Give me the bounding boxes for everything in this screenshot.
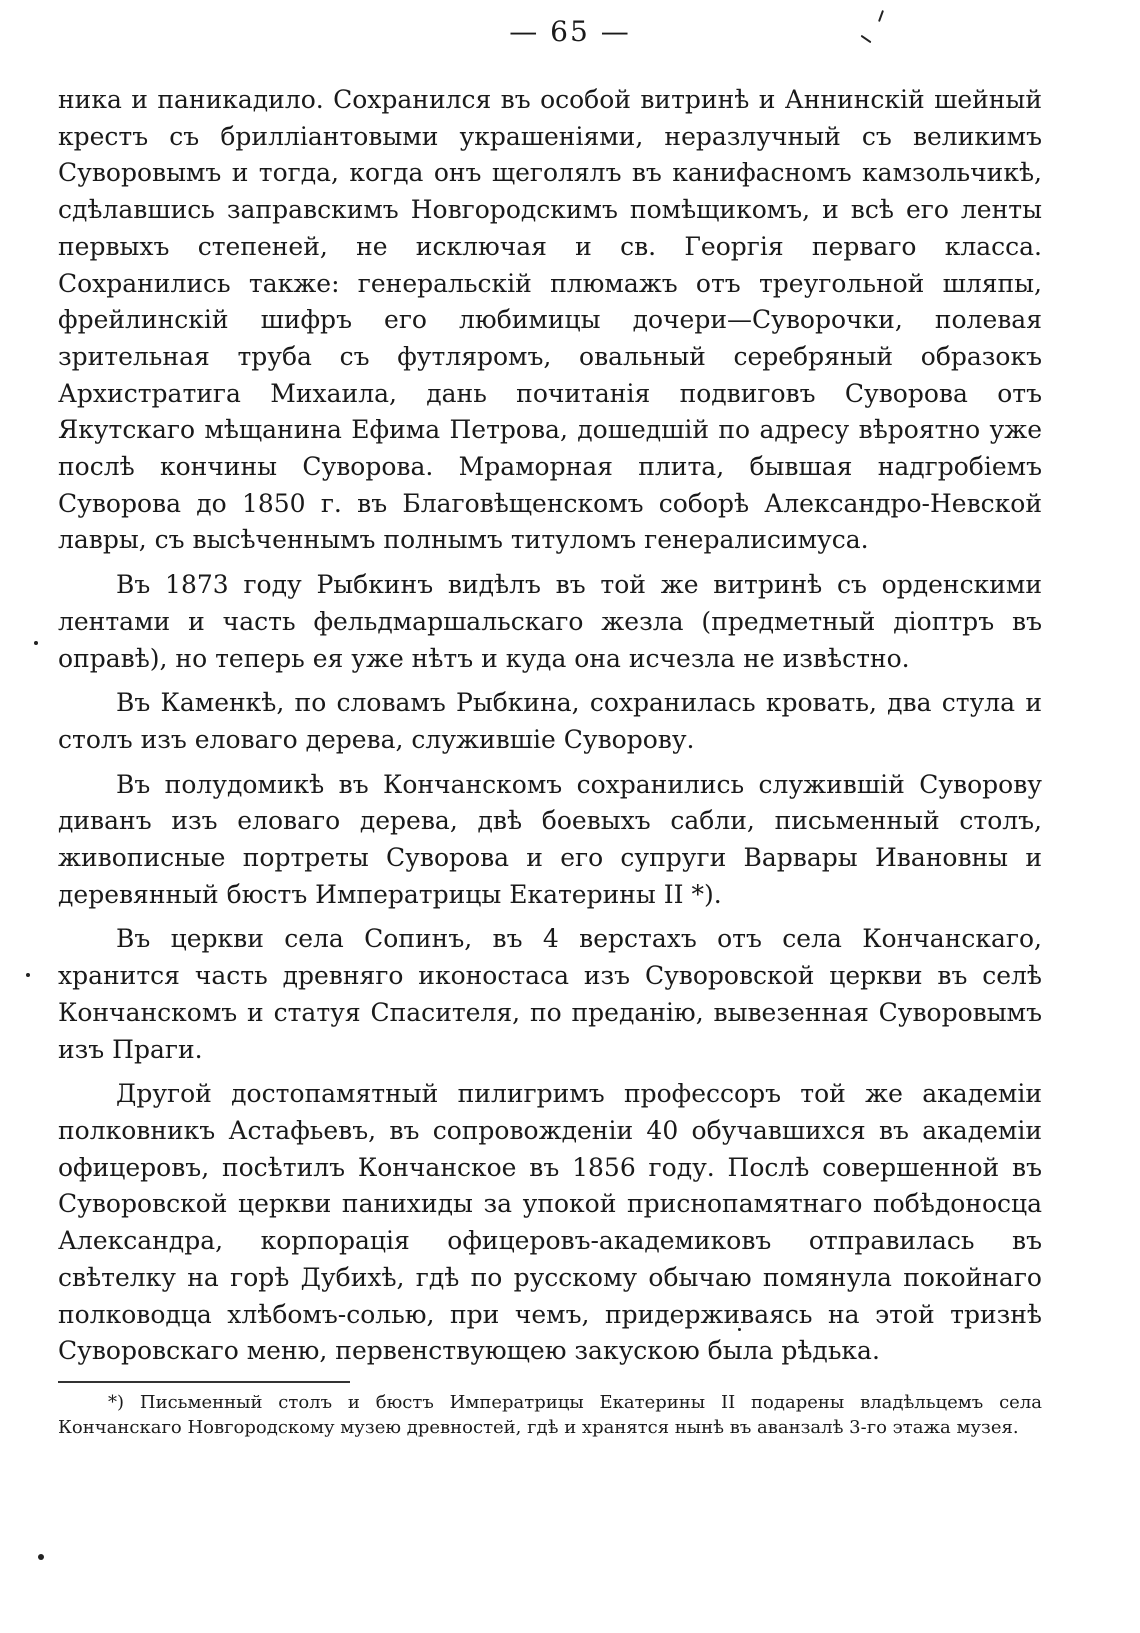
paragraph-5: Въ церкви села Сопинъ, въ 4 верстахъ отъ села Кончанскаго, хранится часть древняго иконостаса изъ Суворовской церкви въ селѣ Кончанскомъ и статуя Спасителя, по преданію, вывезенная Суворовымъ изъ Праги. [58, 924, 1042, 1064]
scan-speck [34, 641, 38, 645]
page-number: — 65 — [509, 15, 631, 48]
paragraph-4: Въ полудомикѣ въ Кончанскомъ сохранились служившій Суворову диванъ изъ еловаго дерева, двѣ боевыхъ сабли, письменный столъ, живописные портреты Суворова и его супруги Варвары Ивановны и деревянный бюстъ Императрицы Екатерины II *). [58, 769, 1042, 909]
paragraph-1: ника и паникадило. Сохранился въ особой витринѣ и Аннинскій шейный крестъ съ брилліантовыми украшеніями, неразлучный съ великимъ Суворовымъ и тогда, когда онъ щеголялъ въ канифасномъ камзольчикѣ, сдѣлавшись заправскимъ Новгородскимъ помѣщикомъ, и всѣ его ленты первыхъ степеней, не исключая и св. Георгія перваго класса. Сохранились также: генеральскій плюмажъ отъ треугольной шляпы, фрейлинскій шифръ его любимицы дочери—Суворочки, полевая зрительная труба съ футляромъ, овальный серебряный образокъ Архистратига Михаила, дань почитанія подвиговъ Суворова отъ Якутскаго мѣщанина Ефима Петрова, дошедшій по адресу вѣроятно уже послѣ кончины Суворова. Мраморная плита, бывшая надгробіемъ Суворова до 1850 г. въ Благовѣщенскомъ соборѣ Александро-Невской лавры, съ высѣченнымъ полнымъ титуломъ генералисимуса. [58, 85, 1042, 555]
scan-speck [738, 1328, 741, 1331]
scan-speck [38, 1554, 44, 1560]
footnote-divider [58, 1381, 350, 1383]
paragraph-2: Въ 1873 году Рыбкинъ видѣлъ въ той же витринѣ съ орденскими лентами и часть фельдмаршальскаго жезла (предметный діоптръ въ оправѣ), но теперь ея уже нѣтъ и куда она исчезла не извѣстно. [58, 570, 1042, 673]
body-text [58, 82, 1042, 1370]
paragraph-3: Въ Каменкѣ, по словамъ Рыбкина, сохранилась кровать, два стула и столъ изъ еловаго дерева, служившіе Суворову. [58, 688, 1042, 754]
paragraph-6: Другой достопамятный пилигримъ профессоръ той же академіи полковникъ Астафьевъ, въ сопровожденіи 40 обучавшихся въ академіи офицеровъ, посѣтилъ Кончанское въ 1856 году. Послѣ совершенной въ Суворовской церкви панихиды за упокой приснопамятнаго побѣдоносца Александра, корпорація офицеровъ-академиковъ отправилась въ свѣтелку на горѣ Дубихѣ, гдѣ по русскому обычаю помянула покойнаго полководца хлѣбомъ-солью, при чемъ, придерживаясь на этой тризнѣ Суворовскаго меню, первенствующею закускою была рѣдька. [58, 1079, 1042, 1366]
scan-speck [26, 973, 30, 977]
footnote: *) Письменный столъ и бюстъ Императрицы Екатерины II подарены владѣльцемъ села Кончанскаго Новгородскому музею древностей, гдѣ и хранятся нынѣ въ аванзалѣ 3-го этажа музея. [58, 1392, 1042, 1438]
